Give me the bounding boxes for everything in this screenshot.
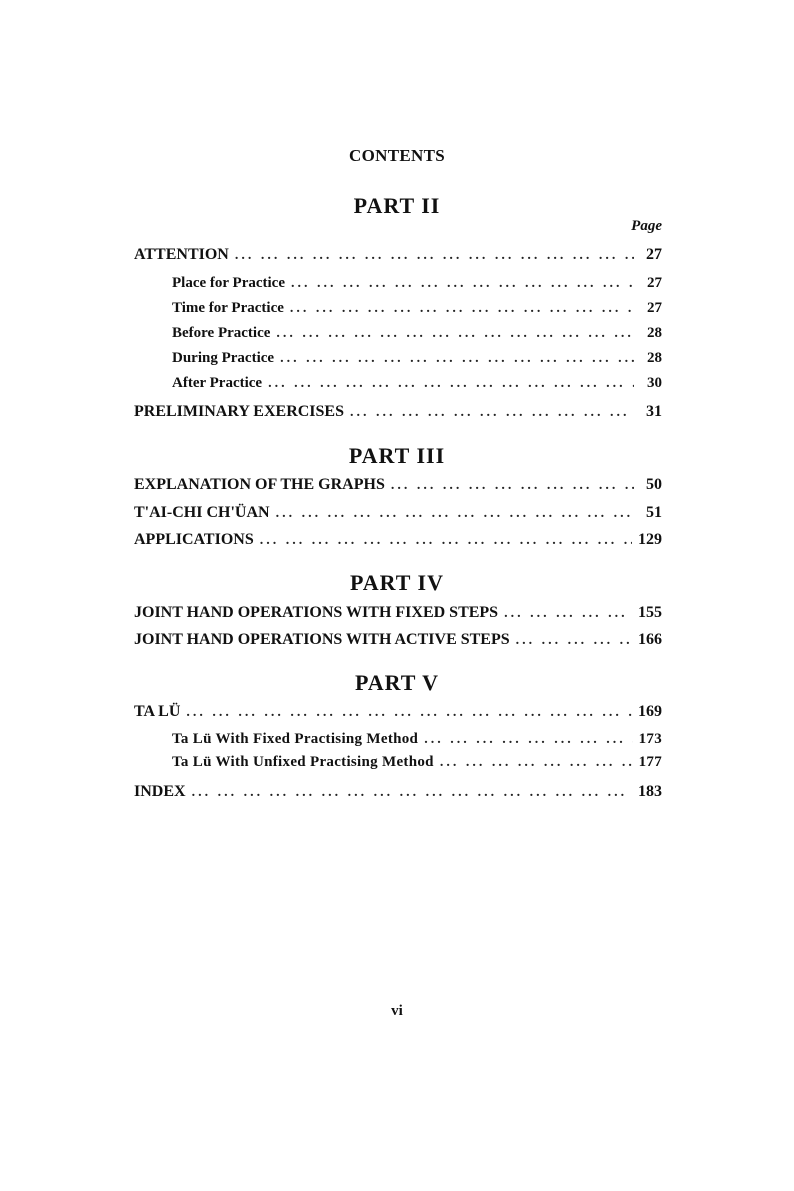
toc-entry-title: PRELIMINARY EXERCISES xyxy=(134,403,344,420)
dot-leader xyxy=(260,533,632,549)
toc-subentry xyxy=(172,754,662,776)
toc-entry-page: 183 xyxy=(638,783,662,800)
toc-entry-title: EXPLANATION OF THE GRAPHS xyxy=(134,476,385,493)
dot-leader xyxy=(186,705,632,721)
dot-leader xyxy=(516,633,632,649)
toc-entry xyxy=(134,783,662,805)
toc-entry-title: JOINT HAND OPERATIONS WITH ACTIVE STEPS xyxy=(134,631,510,648)
toc-entry xyxy=(134,504,662,526)
contents-title: CONTENTS xyxy=(349,146,445,165)
dot-leader xyxy=(280,351,634,367)
dot-leader xyxy=(276,326,634,342)
dot-leader xyxy=(391,478,634,494)
toc-entry-title: During Practice xyxy=(172,350,275,366)
dot-leader xyxy=(424,732,632,748)
toc-subentry xyxy=(172,350,662,372)
toc-entry-title: Ta Lü With Fixed Practising Method xyxy=(172,731,419,747)
toc-entry-page: 28 xyxy=(647,325,662,341)
toc-entry-title: After Practice xyxy=(172,375,263,391)
part-heading: PART III xyxy=(348,443,446,468)
toc-subentry xyxy=(172,375,662,397)
toc-entry xyxy=(134,703,662,725)
toc-entry-page: 27 xyxy=(646,246,662,263)
dot-leader xyxy=(290,301,634,317)
toc-entry-title: Time for Practice xyxy=(172,300,284,316)
toc-subentry xyxy=(172,325,662,347)
toc-entry-page: 51 xyxy=(646,504,662,521)
toc-entry-page: 173 xyxy=(638,731,662,747)
dot-leader xyxy=(504,606,632,622)
toc-entry xyxy=(134,531,662,553)
dot-leader xyxy=(350,405,634,421)
toc-entry-title: JOINT HAND OPERATIONS WITH FIXED STEPS xyxy=(134,604,499,621)
toc-entry-page: 169 xyxy=(638,703,662,720)
dot-leader xyxy=(268,376,634,392)
toc-subentry xyxy=(172,300,662,322)
toc-entry-title: APPLICATIONS xyxy=(134,531,254,548)
toc-entry-title: T'AI-CHI CH'ÜAN xyxy=(134,504,270,521)
toc-entry xyxy=(134,476,662,498)
toc-entry-title: ATTENTION xyxy=(134,246,229,263)
toc-entry-page: 31 xyxy=(646,403,662,420)
toc-entry xyxy=(134,631,662,653)
dot-leader xyxy=(235,248,634,264)
part-heading: PART IV xyxy=(349,570,445,595)
toc-entry-title: Place for Practice xyxy=(172,275,285,291)
toc-entry-page: 166 xyxy=(638,631,662,648)
toc-subentry xyxy=(172,731,662,753)
toc-entry-page: 27 xyxy=(647,275,662,291)
toc-entry xyxy=(134,604,662,626)
part-heading: PART II xyxy=(353,193,441,218)
toc-entry xyxy=(134,246,662,268)
dot-leader xyxy=(192,785,632,801)
dot-leader xyxy=(291,276,634,292)
page-column-heading: Page xyxy=(631,218,662,234)
toc-subentry xyxy=(172,275,662,297)
toc-entry-page: 30 xyxy=(647,375,662,391)
part-heading: PART V xyxy=(354,670,440,695)
toc-entry-title: Ta Lü With Unfixed Practising Method xyxy=(172,754,434,770)
toc-entry-title: TA LÜ xyxy=(134,703,181,720)
toc-entry-title: INDEX xyxy=(134,783,186,800)
toc-entry-page: 129 xyxy=(638,531,662,548)
toc-entry-page: 27 xyxy=(647,300,662,316)
toc-entry-page: 155 xyxy=(638,604,662,621)
toc-entry-title: Before Practice xyxy=(172,325,271,341)
toc-entry-page: 28 xyxy=(647,350,662,366)
toc-entry xyxy=(134,403,662,425)
toc-entry-page: 177 xyxy=(638,754,662,770)
dot-leader xyxy=(440,755,633,771)
dot-leader xyxy=(276,506,634,522)
toc-entry-page: 50 xyxy=(646,476,662,493)
page-folio: vi xyxy=(391,1003,403,1019)
